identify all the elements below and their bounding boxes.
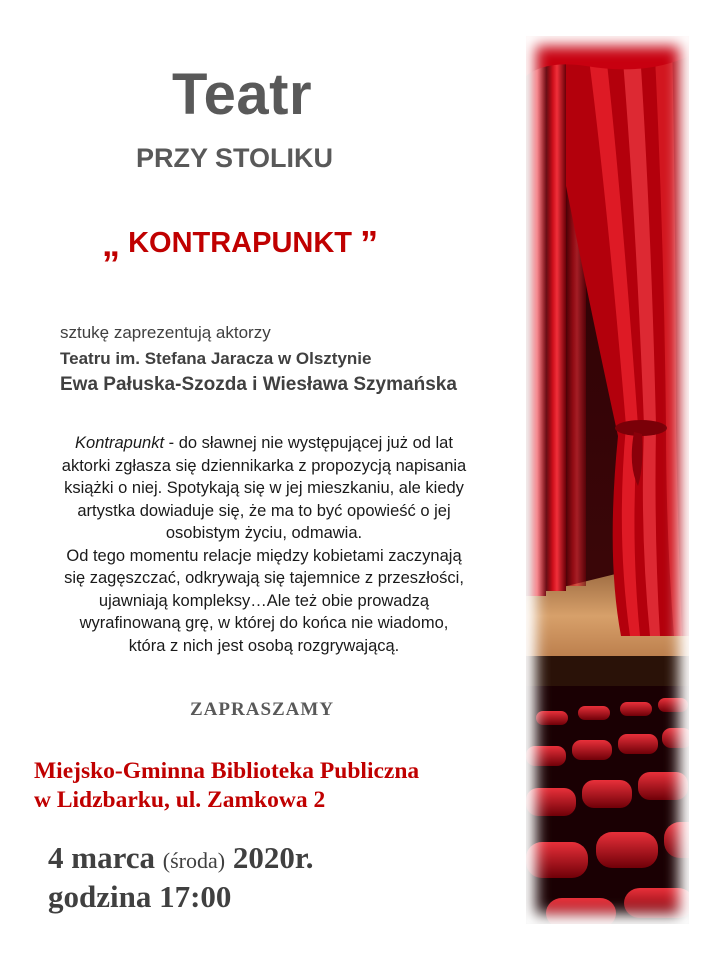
description-line: osobistym życiu, odmawia. — [165, 524, 363, 542]
theatre-name: Teatru im. Stefana Jaracza w Olsztynie — [60, 349, 372, 368]
description-line: się zagęszczać, odkrywają się tajemnice z przeszłości, — [64, 569, 464, 587]
actors-names: Ewa Pałuska-Szozda i Wiesława Szymańska — [60, 374, 457, 395]
description-line: artystka dowiaduje się, że ma to być opowieść o jej — [77, 501, 451, 520]
poster-subtitle: PRZY STOLIKU — [136, 143, 334, 173]
theatre-stage-image — [526, 36, 689, 924]
description-line: książki o niej. Spotykają się w jej mieszkaniu, ale kiedy — [64, 479, 464, 497]
play-title — [102, 223, 379, 264]
description-play-name: Kontrapunkt — [75, 434, 165, 452]
invitation-text: ZAPRASZAMY — [190, 699, 335, 720]
stage-curtain-illustration — [526, 36, 689, 924]
event-weekday: (środa) — [162, 848, 226, 873]
venue-address — [34, 757, 419, 815]
description-first-line: - do sławnej nie występującej już od lat — [164, 434, 453, 452]
description-line: która z nich jest osobą rozgrywającą. — [128, 636, 400, 655]
auditorium-seats — [526, 686, 689, 924]
event-date — [48, 838, 314, 881]
venue-line-2: w Lidzbarku, ul. Zamkowa 2 — [34, 787, 326, 813]
play-description — [24, 432, 504, 657]
event-day: 4 marca — [48, 840, 156, 875]
event-time: godzina 17:00 — [48, 879, 232, 914]
close-quote: ” — [360, 223, 379, 264]
description-line: wyrafinowaną grę, w której do końca nie wiadomo, — [79, 614, 449, 632]
poster-title: Teatr — [172, 62, 313, 127]
open-quote: „ — [102, 223, 120, 264]
description-line: ujawniają kompleksy…Ale też obie prowadzą — [98, 591, 430, 610]
venue-line-1: Miejsko-Gminna Biblioteka Publiczna — [34, 758, 420, 784]
description-line: Od tego momentu relacje między kobietami zaczynają — [66, 546, 462, 565]
play-name: KONTRAPUNKT — [128, 227, 352, 259]
event-year: 2020r. — [232, 840, 314, 875]
description-line — [24, 432, 504, 455]
cast-intro: sztukę zaprezentują aktorzy — [60, 323, 271, 342]
description-line: aktorki zgłasza się dziennikarka z propozycją napisania — [61, 456, 467, 475]
